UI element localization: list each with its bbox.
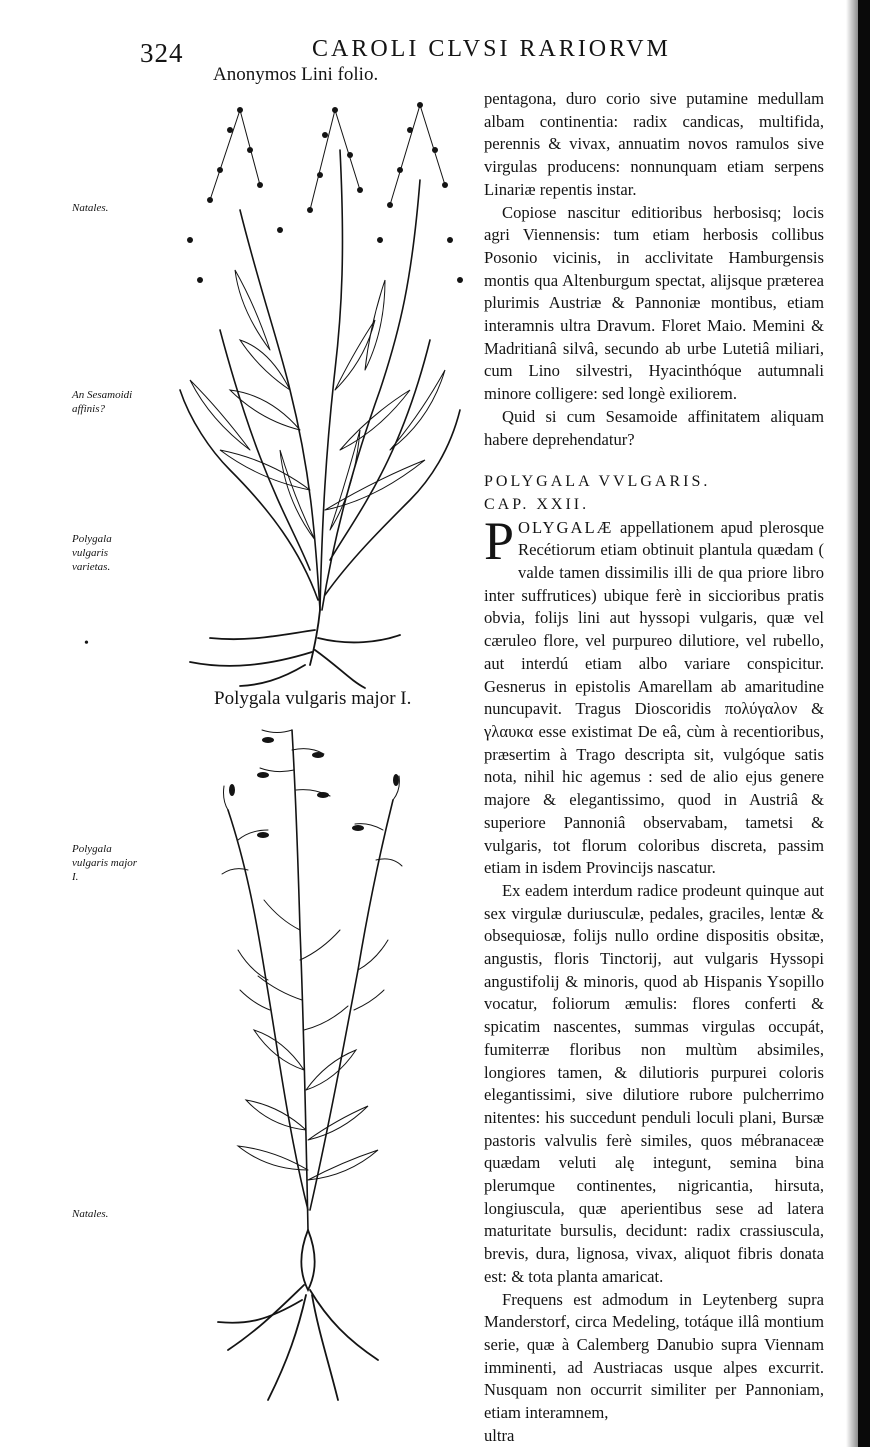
figure-caption-bottom: Polygala vulgaris major I. — [214, 688, 412, 709]
page-number: 324 — [140, 38, 184, 68]
woodcut-anonymos-plant — [150, 90, 480, 690]
chapter-title: POLYGALA VVLGARIS. — [484, 473, 711, 491]
woodcut-polygala-plant — [208, 710, 408, 1410]
chapter-number: CAP. XXII. — [484, 495, 590, 513]
margin-note-polygala-major: Polygala vulgaris major I. — [72, 843, 138, 883]
margin-note-natales-2: Natales. — [72, 1208, 109, 1220]
figure-caption-top: Anonymos Lini folio. — [213, 64, 379, 85]
chapter-paragraph-1 — [484, 510, 824, 880]
margin-note-sesamoides: An Sesamoidi affinis? — [72, 389, 133, 415]
margin-note-natales-1: Natales. — [72, 202, 109, 214]
text-habitat: Copiose nascitur editioribus herbosisq; locis agri Viennensis: tum etiam herbosis collibus Posonio vicinis, in acclivitate Hamburgensis montis qua Altenburgum spectat, alijsque præterea plurimis Austriæ & Pannoniæ montibus, etiam interamnis ultra Dravum. Floret Maio. Memini & Madritianâ silvâ, secundo ab urbe Lutetiâ miliari, cum Lino silvestri, Hyacinthóque autumnali minore colligere: sed longè exiliorem. — [484, 202, 824, 404]
chapter-paragraph-1-text: appellationem apud plerosque Recétiorum etiam obtinuit plantula quædam ( valde tamen dissimilis illi de qua priore libro inter suffrutices) ubique ferè in siccioribus pratis obvia, folijs lini aut hyssopi vulgaris, quæ vel cæruleo flore, vel purpureo dilutiore, vel rubello, aut interdú etiam albo variare conspicitur. Gesnerus in epistolis Amarellam ab amaritudine nuncupavit. Tragus Dioscoridis πολύγαλον & γλαυκα esse existimat De eâ, cùm à recentioribus, præsertim à Trago descripta sit, vulgóque satis nota, nihil hic agemus : sed de alio ejus genere majore & elegantissimo, quod in Austriâ & superiore Pannoniâ observabam, tametsi & vulgaris, tot florum coloribus discreta, passim etiam in isdem Provincijs nascatur. — [484, 517, 824, 878]
chapter-opening-caps: OLYGALÆ — [518, 517, 614, 537]
chapter-paragraph-3: Frequens est admodum in Leytenberg supra Manderstorf, circa Medeling, totáque illâ montium serie, quæ à Calemberg Danubio supra Viennam imminenti, ad Austriacas usque alpes excurrit. Nusquam non occurrit similiter per Pannoniam, etiam interamnem, — [484, 1289, 824, 1423]
margin-note-varietas: Polygala vulgaris varietas. — [72, 533, 112, 573]
text-continued: pentagona, duro corio sive putamine medullam albam continentia: radix candicas, multifida, perennis & vivax, annuatim novos ramulos sive virgulas producens: nonnunquam etiam serpens Linariæ repentis instar. — [484, 89, 824, 199]
text-question: Quid si cum Sesamoide affinitatem aliquam habere deprehendatur? — [484, 406, 824, 449]
drop-cap: P — [484, 510, 515, 571]
running-head: CAROLI CLVSI RARIORVM — [312, 36, 671, 62]
text-column — [484, 88, 824, 1447]
catchword: ultra — [484, 1425, 515, 1445]
margin-bullet: • — [84, 636, 89, 651]
chapter-paragraph-2: Ex eadem interdum radice prodeunt quinque aut sex virgulæ duriusculæ, pedales, graciles, lentæ & obsequiosæ, folijs nullo ordine dispositis obsitæ, angustis, floris Tinctorij, aut vulgaris Hyssopi angustifolij & minoris, quod ab Hispanis Ysopillo vocatur, foliorum æmulis: flores conferti & spicatim nascentes, summas virgulas occupát, fumiterræ floribus non multùm absimiles, longiores tamen, & dilutioris purpurei coloris elegantissimi, sive dilutiore rubore pulcherrimo nitentes: his succedunt penduli loculi plani, Bursæ pastoris valvulis ferè similes, quos mébranaceæ quædam veluti alę integunt, semina bina plerumque continentes, nigricantia, hirsuta, longiuscula, quæ aperientibus sese ad latera maturitate bursulis, decidunt: radix crassiuscula, brevis, dura, lignosa, vivax, aliquot fibris donata est: & tota planta amaricat. — [484, 880, 824, 1286]
